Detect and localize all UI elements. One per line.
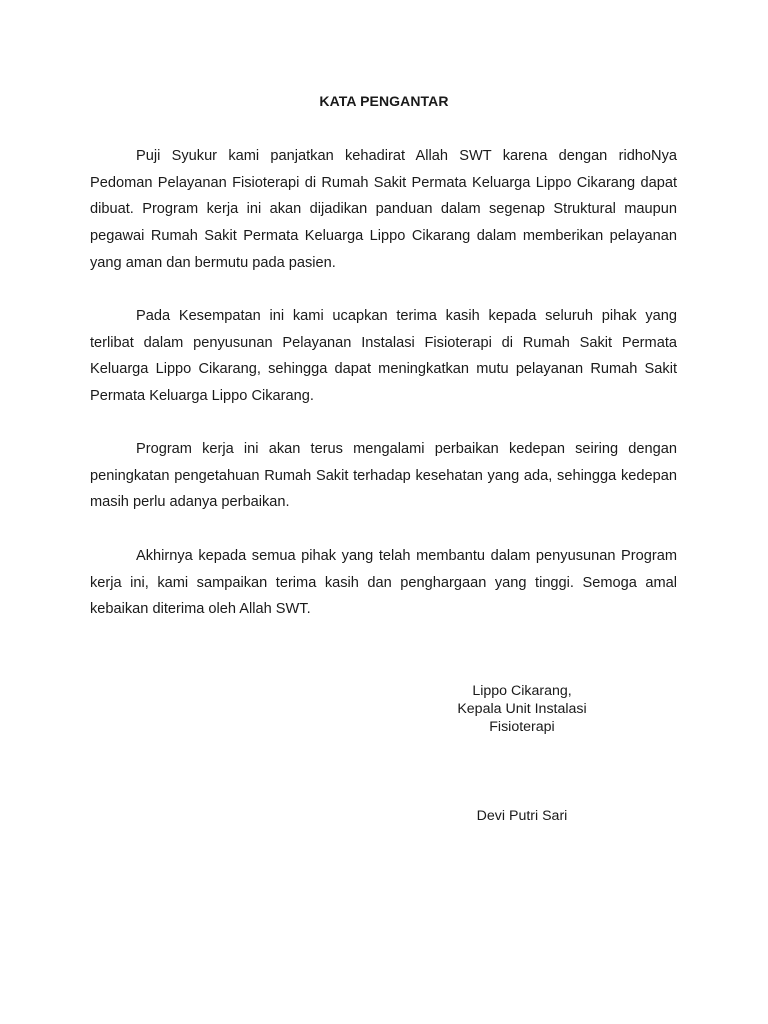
signature-position-line-2: Fisioterapi bbox=[489, 719, 555, 735]
signature-block bbox=[422, 682, 622, 736]
signature-position-line-1: Kepala Unit Instalasi bbox=[457, 701, 587, 717]
paragraph-2 bbox=[90, 303, 677, 410]
paragraph-1 bbox=[90, 143, 677, 277]
paragraph-4 bbox=[90, 543, 677, 623]
paragraph-text: Pada Kesempatan ini kami ucapkan terima kasih kepada seluruh pihak yang terlibat dalam penyusunan Pelayanan Instalasi Fisioterapi di Rumah Sakit Permata Keluarga Lippo Cikarang, sehingga dapat meningkatkan mutu pelayanan Rumah Sakit Permata Keluarga Lippo Cikarang. bbox=[90, 308, 677, 405]
paragraph-text: Akhirnya kepada semua pihak yang telah membantu dalam penyusunan Program kerja ini, kami sampaikan terima kasih dan penghargaan yang tinggi. Semoga amal kebaikan diterima oleh Allah SWT. bbox=[90, 548, 677, 618]
signature-place: Lippo Cikarang, bbox=[472, 683, 572, 699]
signatory-name: Devi Putri Sari bbox=[476, 808, 568, 824]
paragraph-text: Puji Syukur kami panjatkan kehadirat Allah SWT karena dengan ridhoNya Pedoman Pelayanan Fisioterapi di Rumah Sakit Permata Keluarga Lippo Cikarang dapat dibuat. Program kerja ini akan dijadikan panduan dalam segenap Struktural maupun pegawai Rumah Sakit Permata Keluarga Lippo Cikarang dalam memberikan pelayanan yang aman dan bermutu pada pasien. bbox=[90, 148, 677, 271]
paragraph-3 bbox=[90, 436, 677, 516]
document-title: KATA PENGANTAR bbox=[319, 93, 449, 109]
paragraph-text: Program kerja ini akan terus mengalami perbaikan kedepan seiring dengan peningkatan pengetahuan Rumah Sakit terhadap kesehatan yang ada, sehingga kedepan masih perlu adanya perbaikan. bbox=[90, 441, 677, 511]
